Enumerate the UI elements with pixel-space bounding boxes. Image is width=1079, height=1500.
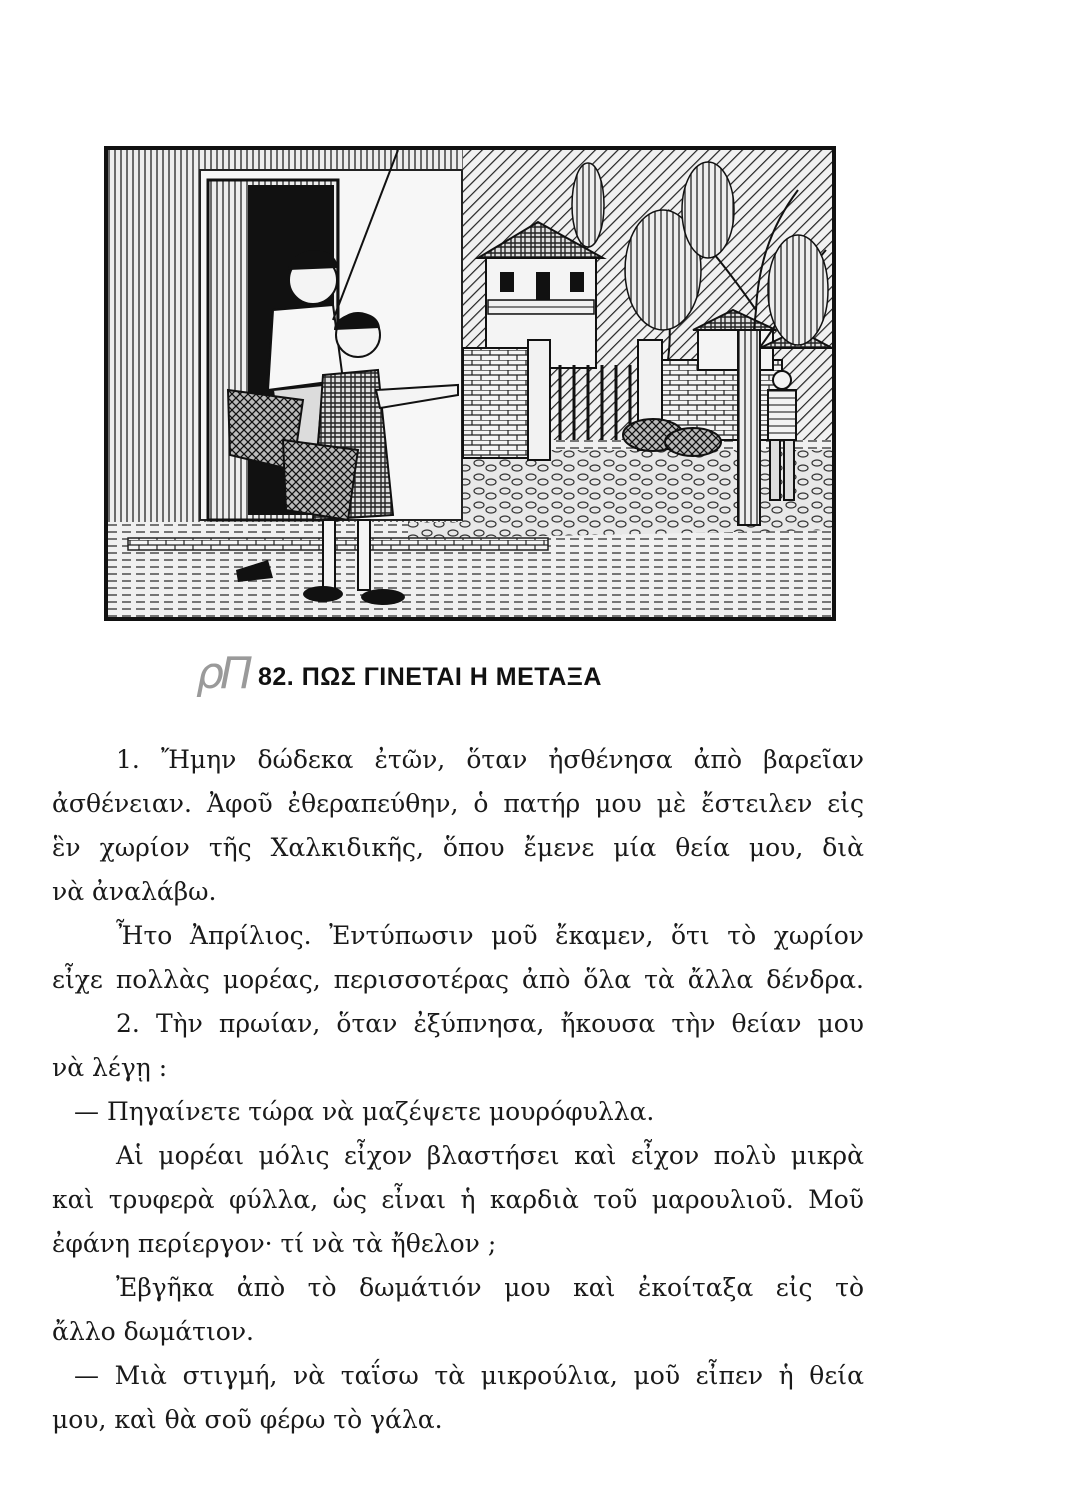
text-line: ἓν χωρίον τῆς Χαλκιδικῆς, ὅπου ἔμενε μία θεία μου, διὰ (52, 833, 864, 862)
text-line: — Μιὰ στιγμή, νὰ ταΐσω τὰ μικρούλια, μοῦ εἶπεν ἡ θεία (74, 1361, 864, 1390)
text-line: 1. Ἤμην δώδεκα ἐτῶν, ὅταν ἠσθένησα ἀπὸ βαρεῖαν (116, 745, 864, 774)
text-line: ἐφάνη περίεργον· τί νὰ τὰ ἤθελον ; (52, 1229, 497, 1258)
text-line: ἄλλο δωμάτιον. (52, 1317, 254, 1346)
text-line: Ἦτο Ἀπρίλιος. Ἐντύπωσιν μοῦ ἔκαμεν, ὅτι τὸ χωρίον (116, 921, 864, 950)
text-line: νὰ λέγῃ : (52, 1053, 168, 1082)
text-line: 2. Τὴν πρωίαν, ὅταν ἐξύπνησα, ἤκουσα τὴν θείαν μου (116, 1009, 864, 1038)
text-line: Αἱ μορέαι μόλις εἶχον βλαστήσει καὶ εἶχον πολὺ μικρὰ (116, 1141, 864, 1170)
text-line: Ἐβγῆκα ἀπὸ τὸ δωμάτιόν μου καὶ ἐκοίταξα εἰς τὸ (116, 1273, 864, 1302)
margin-handwritten-mark: ρΠ (196, 648, 250, 699)
text-line: καὶ τρυφερὰ φύλλα, ὡς εἶναι ἡ καρδιὰ τοῦ μαρουλιοῦ. Μοῦ (52, 1185, 864, 1214)
text-line: μου, καὶ θὰ σοῦ φέρω τὸ γάλα. (52, 1405, 443, 1434)
body-text (52, 738, 864, 1442)
text-line: ἀσθένειαν. Ἀφοῦ ἐθεραπεύθην, ὁ πατήρ μου μὲ ἔστειλεν εἰς (52, 789, 864, 818)
text-line: εἶχε πολλὰς μορέας, περισσοτέρας ἀπὸ ὅλα τὰ ἄλλα δένδρα. (52, 965, 864, 994)
text-line: — Πηγαίνετε τώρα νὰ μαζέψετε μουρόφυλλα. (74, 1097, 655, 1126)
chapter-title: 82. ΠΩΣ ΓΙΝΕΤΑΙ Η ΜΕΤΑΞΑ (258, 663, 602, 691)
page-illustration (104, 146, 836, 621)
text-line: νὰ ἀναλάβω. (52, 877, 217, 906)
